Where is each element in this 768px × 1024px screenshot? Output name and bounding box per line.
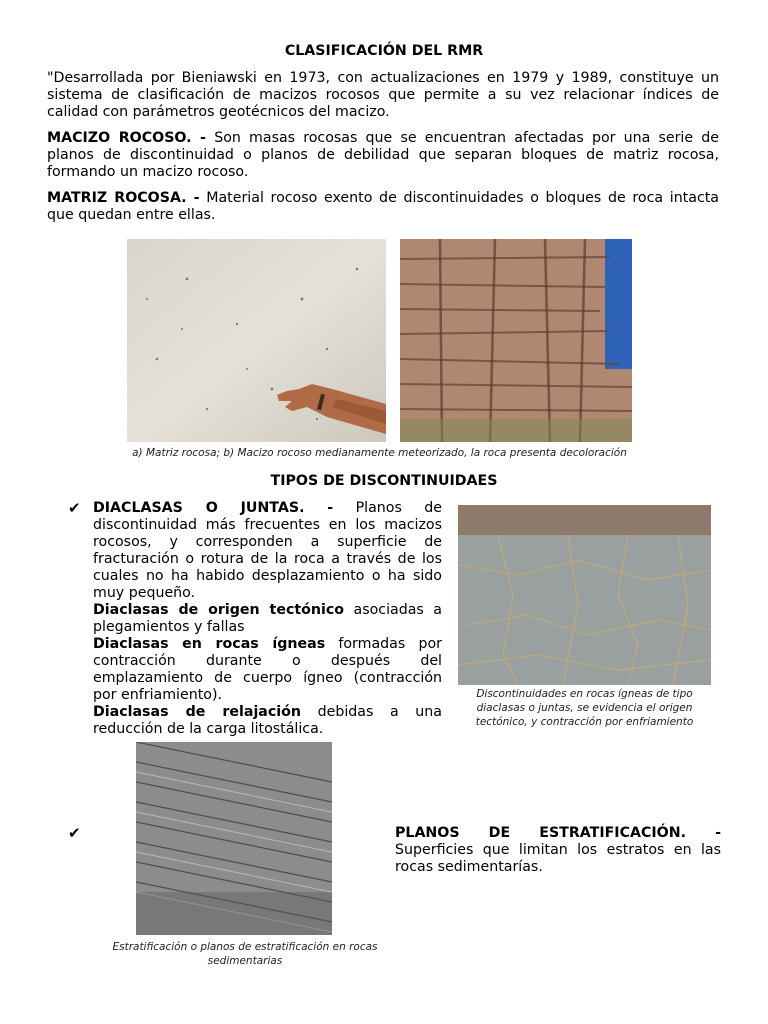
diaclasas-block: [93, 500, 442, 738]
check-icon: ✔: [68, 499, 81, 517]
diaclasas-term: DIACLASAS O JUNTAS. -: [93, 500, 334, 516]
diaclasas-item: [93, 636, 442, 704]
macizo-text: Son masas rocosas que se encuentran afectadas por una serie de planos de discontinuidad o planos de debilidad que separan bloques de matriz rocosa, formando un macizo rocoso.: [47, 130, 720, 180]
estratificacion-caption: Estratificación o planos de estratificación en rocas sedimentarias: [112, 941, 378, 967]
macizo-definition: [47, 130, 719, 181]
check-icon: ✔: [68, 824, 81, 842]
diaclasas-item-text: asociadas a plegamientos y fallas: [93, 602, 442, 635]
planos-definition: [395, 825, 721, 876]
intro-paragraph: "Desarrollada por Bieniawski en 1973, con actualizaciones en 1979 y 1989, constituye un sistema de clasificación de macizos rocosos que permite a su vez relacionar índices de calidad con parámetros geotécnicos del macizo.: [47, 70, 719, 120]
diaclasas-item-text: debidas a una reducción de la carga litostálica.: [93, 704, 442, 737]
planos-text: Superficies que limitan los estratos en las rocas sedimentarías.: [395, 842, 721, 875]
matriz-term: MATRIZ ROCOSA. -: [47, 190, 200, 206]
figure1-caption: a) Matriz rocosa; b) Macizo rocoso medianamente meteorizado, la roca presenta decoloración: [132, 447, 627, 459]
diaclasas-photo: [458, 505, 711, 685]
matriz-text: Material rocoso exento de discontinuidades o bloques de roca intacta que quedan entre ellas.: [47, 190, 720, 223]
diaclasas-item: [93, 602, 442, 636]
macizo-term: MACIZO ROCOSO. -: [47, 130, 207, 146]
matriz-definition: [47, 190, 719, 224]
diaclasas-text: Planos de discontinuidad más frecuentes en los macizos rocosos, y corresponden a superficie de fracturación o rotura de la roca a través de los cuales no ha habido desplazamiento o ha sido muy pequeño.: [93, 500, 442, 601]
diaclasas-item-term: Diaclasas en rocas ígneas: [93, 636, 326, 652]
diaclasas-item: [93, 704, 442, 738]
diaclasas-item-text: formadas por contracción durante o después del emplazamiento de cuerpo ígneo (contracción por enfriamiento).: [93, 636, 442, 703]
diaclasas-definition: [93, 500, 442, 602]
diaclasas-item-term: Diaclasas de origen tectónico: [93, 602, 345, 618]
macizo-rocoso-photo: [400, 239, 632, 442]
page-title: CLASIFICACIÓN DEL RMR: [284, 43, 484, 59]
diaclasas-item-term: Diaclasas de relajación: [93, 704, 301, 720]
planos-term: PLANOS DE ESTRATIFICACIÓN. -: [395, 825, 721, 841]
matriz-rocosa-photo: [127, 239, 386, 442]
estratificacion-photo: [136, 742, 332, 935]
section-title: TIPOS DE DISCONTINUIDAES: [270, 473, 498, 489]
diaclasas-caption: Discontinuidades en rocas ígneas de tipo diaclasas o juntas, se evidencia el origen tectónico, y contracción por enfriamiento: [475, 688, 694, 728]
